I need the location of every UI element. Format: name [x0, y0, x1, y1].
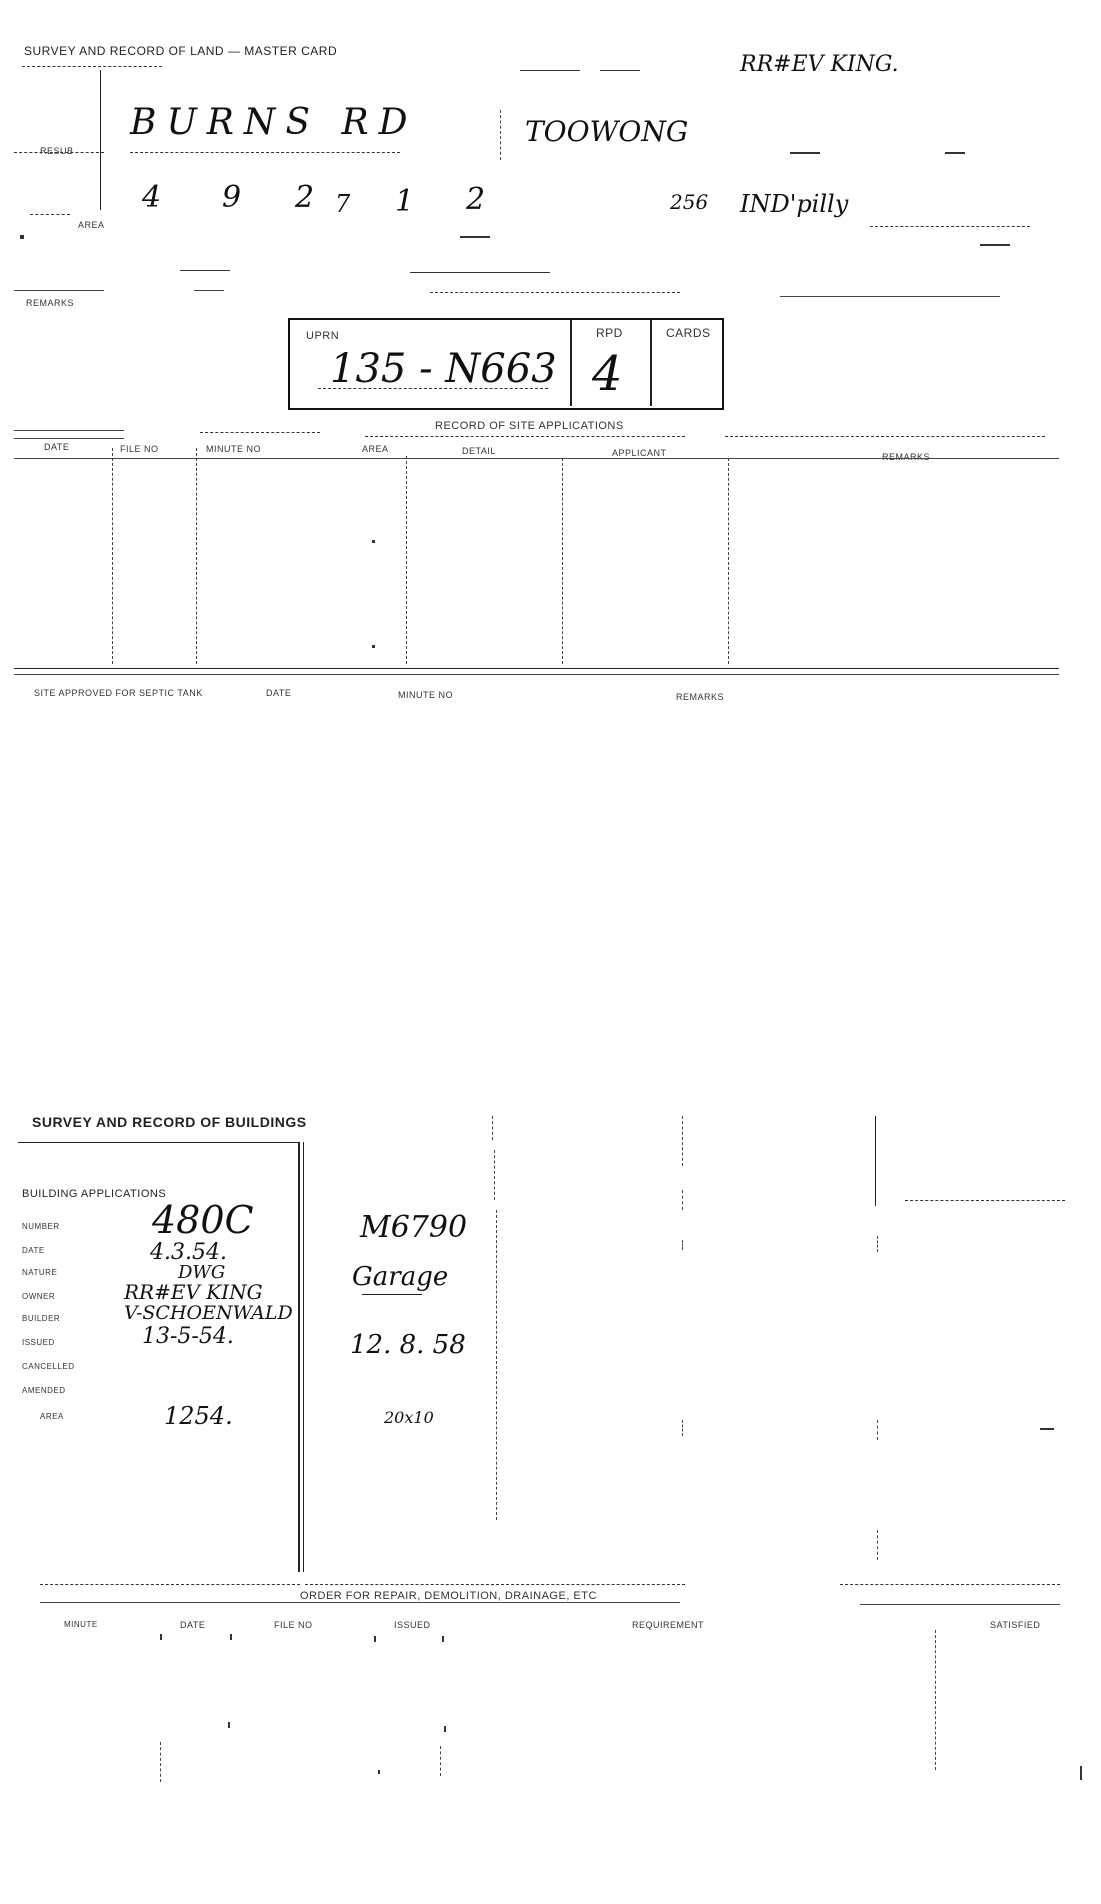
septic-date-label: DATE [266, 688, 292, 698]
row-label: AMENDED [22, 1386, 66, 1395]
column-header: APPLICANT [612, 448, 667, 458]
application-owner: RR#EV KING [124, 1280, 263, 1304]
sub-number: 256 [670, 190, 709, 214]
application-number: 480C [152, 1198, 254, 1242]
septic-approved-label: SITE APPROVED FOR SEPTIC TANK [34, 688, 203, 698]
resub-label: RESUB [40, 146, 74, 156]
application-number: M6790 [360, 1210, 468, 1245]
column-header: REQUIREMENT [632, 1620, 705, 1630]
row-label: OWNER [22, 1292, 56, 1301]
lot-number: 4 [142, 180, 162, 215]
column-header: MINUTE [64, 1620, 98, 1629]
column-header: DATE [44, 442, 70, 452]
lot-number: 9 [222, 180, 242, 215]
row-label: NUMBER [22, 1222, 60, 1231]
uprn-label: UPRN [306, 330, 340, 342]
building-applications-label: BUILDING APPLICATIONS [22, 1188, 167, 1200]
owner-note: RR#EV KING. [740, 52, 899, 77]
column-header: MINUTE NO [206, 444, 261, 454]
row-label: CANCELLED [22, 1362, 75, 1371]
street-name: BURNS RD [130, 102, 418, 143]
row-label: NATURE [22, 1268, 58, 1277]
application-date: 4.3.54. [150, 1240, 227, 1265]
lot-number: 2 [466, 182, 486, 217]
row-label: AREA [40, 1412, 64, 1421]
lot-number: 2 [295, 180, 315, 215]
column-header: DETAIL [462, 446, 496, 456]
application-nature: DWG [178, 1262, 226, 1283]
uprn-value: 135 - N663 [330, 346, 557, 392]
septic-minute-label: MINUTE NO [398, 690, 453, 700]
cards-label: CARDS [666, 326, 711, 340]
column-header: FILE NO [120, 444, 159, 454]
column-header: FILE NO [274, 1620, 313, 1630]
site-applications-title: RECORD OF SITE APPLICATIONS [435, 420, 624, 432]
suburb-name: TOOWONG [525, 115, 689, 148]
application-area: 1254. [164, 1402, 233, 1430]
master-card-title: SURVEY AND RECORD OF LAND — MASTER CARD [24, 44, 338, 58]
orders-title: ORDER FOR REPAIR, DEMOLITION, DRAINAGE, ETC [300, 1590, 597, 1602]
application-nature: Garage [352, 1262, 449, 1292]
row-label: ISSUED [22, 1338, 55, 1347]
lot-number: 1 [395, 184, 415, 219]
application-builder: V-SCHOENWALD [124, 1302, 293, 1324]
septic-remarks-label: REMARKS [676, 692, 725, 702]
parish-name: IND'pilly [740, 190, 849, 218]
uprn-box [288, 318, 724, 410]
row-label: DATE [22, 1246, 45, 1255]
rpd-value: 4 [592, 346, 623, 402]
lot-number: 7 [335, 190, 351, 218]
area-label: AREA [78, 220, 105, 230]
column-header: SATISFIED [990, 1620, 1041, 1630]
buildings-title: SURVEY AND RECORD OF BUILDINGS [32, 1114, 307, 1130]
application-issued: 13-5-54. [142, 1324, 234, 1349]
column-header: ISSUED [394, 1620, 431, 1630]
row-label: BUILDER [22, 1314, 61, 1323]
application-issued: 12. 8. 58 [350, 1330, 466, 1360]
column-header: DATE [180, 1620, 206, 1630]
column-header: AREA [362, 444, 389, 454]
remarks-label: REMARKS [26, 298, 75, 308]
application-area: 20x10 [384, 1408, 434, 1427]
column-header: REMARKS [882, 452, 931, 462]
rpd-label: RPD [596, 326, 623, 340]
